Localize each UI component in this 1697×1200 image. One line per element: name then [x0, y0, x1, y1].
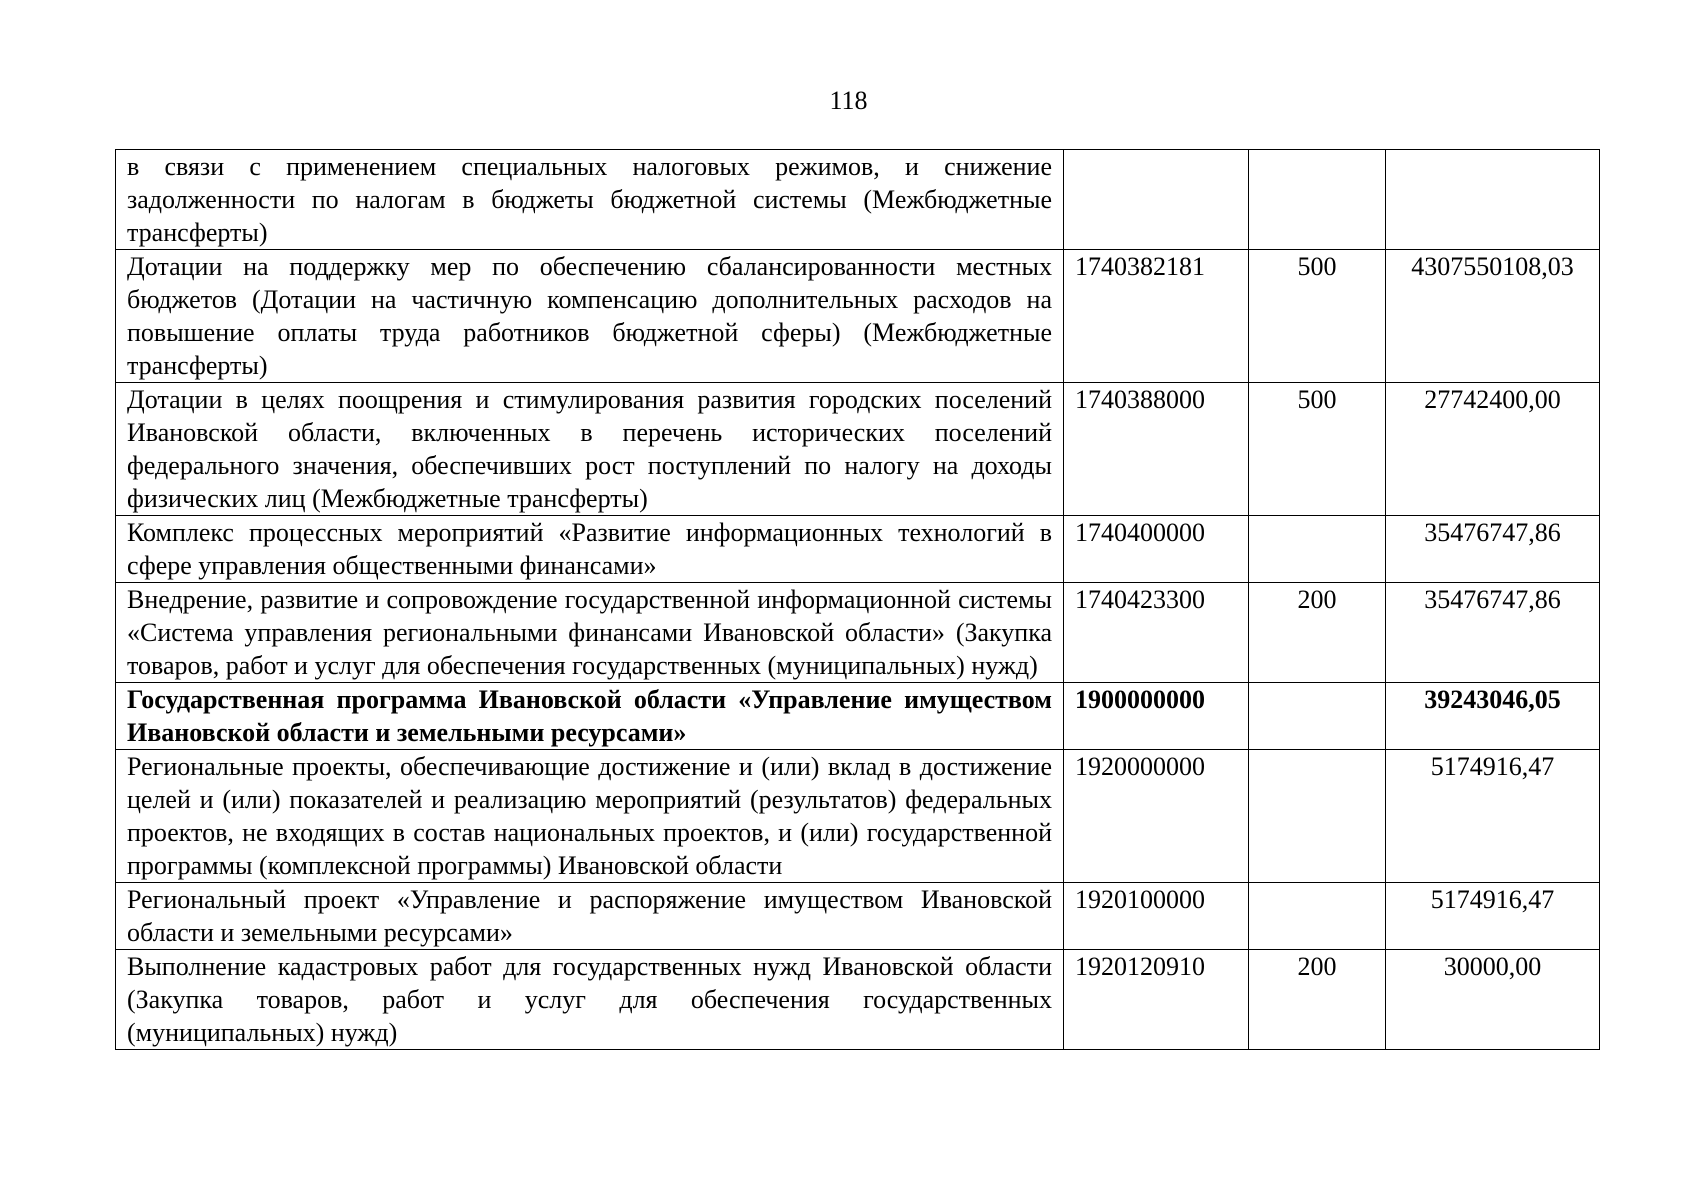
- row-expense-type-cell: [1249, 750, 1386, 883]
- row-expense-type-cell: 500: [1249, 383, 1386, 516]
- row-expense-type-cell: 500: [1249, 250, 1386, 383]
- row-expense-type-cell: [1249, 683, 1386, 750]
- row-name-cell: Региональный проект «Управление и распоряжение имуществом Ивановской области и земельными ресурсами»: [116, 883, 1064, 950]
- row-code-cell: 1740400000: [1064, 516, 1249, 583]
- row-name-cell: Внедрение, развитие и сопровождение государственной информационной системы «Система управления региональными финансами Ивановской области» (Закупка товаров, работ и услуг для обеспечения государственных (муниципальных) нужд): [116, 583, 1064, 683]
- row-sum-cell: 5174916,47: [1386, 750, 1600, 883]
- row-code-cell: [1064, 150, 1249, 250]
- row-code-cell: 1920100000: [1064, 883, 1249, 950]
- row-sum-cell: 39243046,05: [1386, 683, 1600, 750]
- budget-table: [115, 149, 1600, 1050]
- row-sum-cell: 5174916,47: [1386, 883, 1600, 950]
- table-row: [116, 583, 1600, 683]
- table-row: [116, 383, 1600, 516]
- row-name-cell: Государственная программа Ивановской области «Управление имуществом Ивановской области и земельными ресурсами»: [116, 683, 1064, 750]
- row-sum-cell: 4307550108,03: [1386, 250, 1600, 383]
- table-row: [116, 750, 1600, 883]
- row-sum-cell: 27742400,00: [1386, 383, 1600, 516]
- table-row: [116, 883, 1600, 950]
- row-code-cell: 1920000000: [1064, 750, 1249, 883]
- row-expense-type-cell: [1249, 516, 1386, 583]
- row-code-cell: 1920120910: [1064, 950, 1249, 1050]
- row-sum-cell: 35476747,86: [1386, 583, 1600, 683]
- row-name-cell: Дотации на поддержку мер по обеспечению сбалансированности местных бюджетов (Дотации на частичную компенсацию дополнительных расходов на повышение оплаты труда работников бюджетной сферы) (Межбюджетные трансферты): [116, 250, 1064, 383]
- row-sum-cell: [1386, 150, 1600, 250]
- table-row: [116, 250, 1600, 383]
- row-expense-type-cell: 200: [1249, 583, 1386, 683]
- row-name-cell: Выполнение кадастровых работ для государственных нужд Ивановской области (Закупка товаров, работ и услуг для обеспечения государственных (муниципальных) нужд): [116, 950, 1064, 1050]
- row-code-cell: 1900000000: [1064, 683, 1249, 750]
- table-row: [116, 950, 1600, 1050]
- row-name-cell: Комплекс процессных мероприятий «Развитие информационных технологий в сфере управления общественными финансами»: [116, 516, 1064, 583]
- row-code-cell: 1740382181: [1064, 250, 1249, 383]
- row-sum-cell: 30000,00: [1386, 950, 1600, 1050]
- budget-table-body: [116, 150, 1600, 1050]
- table-row: [116, 150, 1600, 250]
- table-row: [116, 516, 1600, 583]
- page-number: 118: [829, 86, 868, 115]
- row-name-cell: в связи с применением специальных налоговых режимов, и снижение задолженности по налогам в бюджеты бюджетной системы (Межбюджетные трансферты): [116, 150, 1064, 250]
- row-code-cell: 1740388000: [1064, 383, 1249, 516]
- row-sum-cell: 35476747,86: [1386, 516, 1600, 583]
- row-expense-type-cell: [1249, 150, 1386, 250]
- row-name-cell: Дотации в целях поощрения и стимулирования развития городских поселений Ивановской области, включенных в перечень исторических поселений федерального значения, обеспечивших рост поступлений по налогу на доходы физических лиц (Межбюджетные трансферты): [116, 383, 1064, 516]
- row-code-cell: 1740423300: [1064, 583, 1249, 683]
- row-name-cell: Региональные проекты, обеспечивающие достижение и (или) вклад в достижение целей и (или) показателей и реализацию мероприятий (результатов) федеральных проектов, не входящих в состав национальных проектов, и (или) государственной программы (комплексной программы) Ивановской области: [116, 750, 1064, 883]
- row-expense-type-cell: [1249, 883, 1386, 950]
- row-expense-type-cell: 200: [1249, 950, 1386, 1050]
- table-row: [116, 683, 1600, 750]
